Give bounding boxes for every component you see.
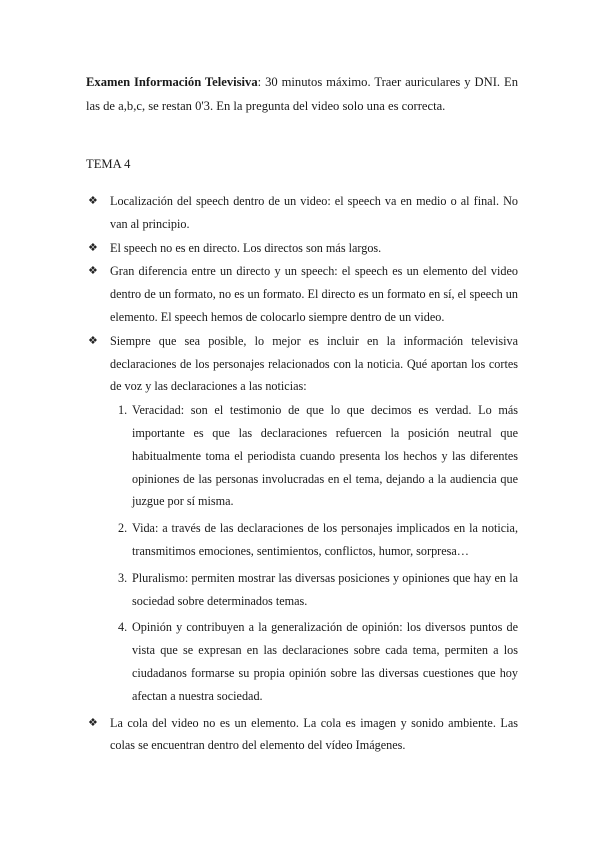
numbered-item [120, 567, 518, 613]
list-item [86, 712, 518, 758]
numbered-item-text: Veracidad: son el testimonio de que lo que decimos es verdad. Lo más importante es que las declaraciones refuercen la posición neutral que habitualmente toma el periodista cuando presenta los hechos y las diferentes opiniones de las personas involucradas en el tema, dejando a la audiencia que juzgue por sí misma. [132, 403, 518, 509]
diamond-bullet-icon: ❖ [88, 265, 98, 278]
numbered-item [120, 399, 518, 513]
numbered-list [120, 399, 518, 707]
item-number: 1. [118, 403, 128, 418]
list-item [86, 190, 518, 236]
list-item [86, 260, 518, 328]
exam-title: Examen Información Televisiva [86, 75, 258, 89]
list-item [86, 330, 518, 398]
item-number: 3. [118, 570, 128, 585]
list-item-text: El speech no es en directo. Los directos son más largos. [110, 240, 382, 255]
diamond-bullet-icon: ❖ [88, 716, 98, 729]
list-item-text: Gran diferencia entre un directo y un speech: el speech es un elemento del video dentro de un formato, no es un formato. El directo es un formato en sí, el speech un elemento. El speech hemos de colocarlo siempre dentro de un video. [110, 264, 518, 324]
section-heading: TEMA 4 [86, 157, 131, 171]
numbered-item-text: Opinión y contribuyen a la generalización de opinión: los diversos puntos de vista que se expresan en las declaraciones sobre cada tema, permiten a los ciudadanos formarse su propia opinión sobre las diversas cuestiones que hoy afectan a nuestra sociedad. [132, 620, 518, 703]
numbered-item-text: Vida: a través de las declaraciones de los personajes implicados en la noticia, transmitimos emociones, sentimientos, conflictos, humor, sorpresa… [132, 521, 518, 558]
list-item [86, 237, 518, 260]
diamond-bullet-icon: ❖ [88, 241, 98, 254]
item-number: 2. [118, 521, 128, 536]
diamond-bullet-icon: ❖ [88, 195, 98, 207]
list-item-text: Localización del speech dentro de un video: el speech va en medio o al final. No van al principio. [110, 194, 518, 231]
list-item-text: Siempre que sea posible, lo mejor es incluir en la información televisiva declaraciones de los personajes relacionados con la noticia. Qué aportan los cortes de voz y las declaraciones a las noticias: [110, 333, 518, 394]
numbered-item [120, 517, 518, 563]
exam-instructions: : 30 minutos máximo. Traer auriculares y DNI. En las de a,b,c, se restan 0'3. En la pregunta del video solo una es correcta. [86, 75, 519, 113]
item-number: 4. [118, 620, 128, 635]
numbered-item-text: Pluralismo: permiten mostrar las diversas posiciones y opiniones que hay en la sociedad sobre determinados temas. [132, 570, 518, 608]
exam-header [86, 70, 518, 118]
numbered-item [120, 616, 518, 707]
diamond-bullet-icon: ❖ [88, 334, 98, 347]
list-item-text: La cola del video no es un elemento. La cola es imagen y sonido ambiente. Las colas se encuentran dentro del elemento del vídeo Imágenes. [110, 715, 518, 753]
bullet-list [86, 190, 518, 758]
